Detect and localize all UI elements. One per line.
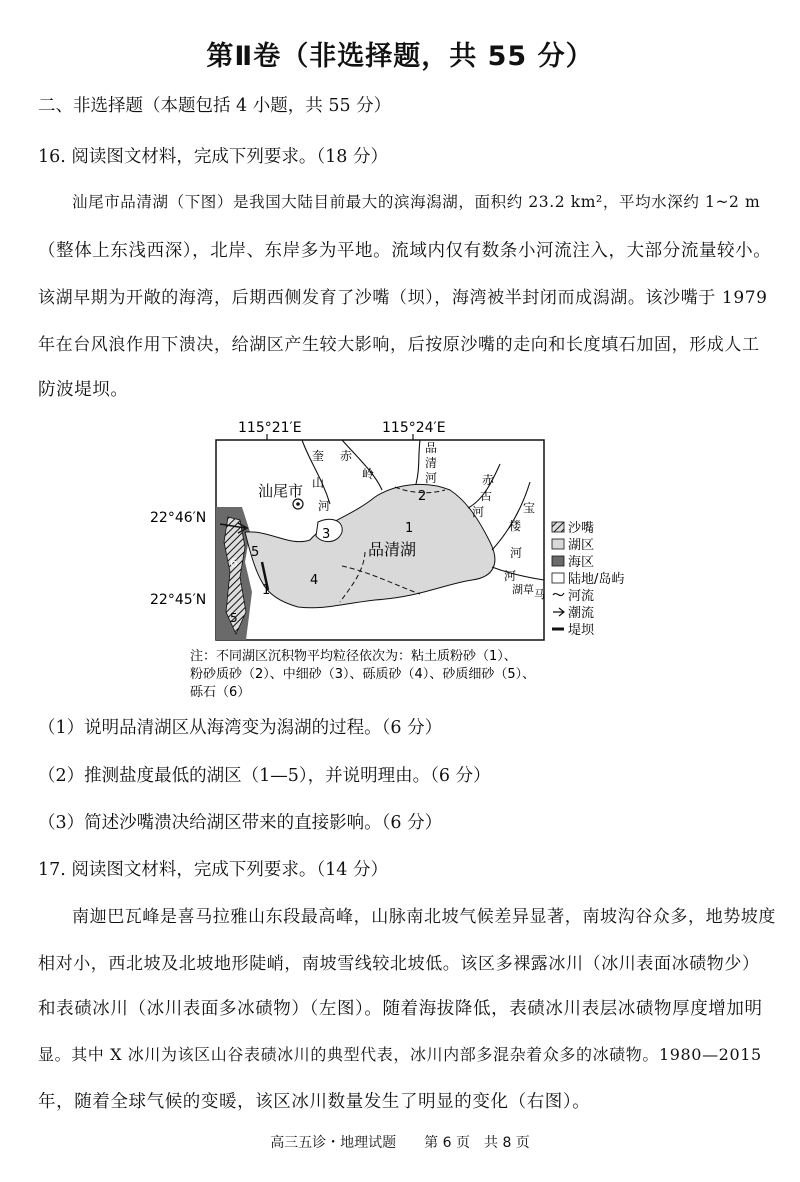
legend-label: 河流 — [568, 589, 595, 604]
map-note-line: 注：不同湖区沉积物平均粒径依次为：粘土质粉砂（1）、 — [190, 649, 517, 664]
river-char: 赤 — [482, 473, 495, 487]
q16-subquestion: （1）说明品清湖区从海湾变为潟湖的过程。（6 分） — [38, 718, 443, 738]
river-char: 河 — [425, 471, 438, 485]
q16-subquestion: （3）简述沙嘴溃决给湖区带来的直接影响。（6 分） — [38, 813, 443, 833]
zone-label: 1 — [405, 521, 414, 536]
city-label: 汕尾市 — [258, 482, 304, 500]
river-char: 河 — [504, 569, 517, 583]
river-char: 赤 — [340, 449, 353, 463]
river-char: 湖草 — [512, 583, 534, 596]
legend-label: 陆地/岛屿 — [568, 572, 625, 587]
page-title: 第Ⅱ卷（非选择题，共 55 分） — [206, 41, 594, 72]
legend-label: 沙嘴 — [568, 521, 595, 536]
page-footer: 高三五诊・地理试题 第 6 页 共 8 页 — [270, 1135, 530, 1151]
river-char: 马 — [534, 588, 545, 601]
river-char: 清 — [425, 456, 438, 470]
zone-label: 5 — [230, 611, 238, 625]
lat-top-label: 22°46′N — [150, 510, 207, 526]
map-note-line: 粉砂质砂（2）、中细砂（3）、砾质砂（4）、砂质细砂（5）、 — [190, 667, 536, 682]
lon-left-label: 115°21′E — [238, 420, 302, 436]
legend-label: 堤坝 — [568, 623, 595, 638]
q17-para-line: 和表碛冰川（冰川表面多冰碛物）（左图）。随着海拔降低，表碛冰川表层冰碛物厚度增加明 — [38, 999, 763, 1019]
river-char: 河 — [318, 499, 331, 513]
q17-para-line: 年，随着全球气候的变暖，该区冰川数量发生了明显的变化（右图）。 — [38, 1092, 591, 1112]
zone-label: 4 — [310, 573, 319, 588]
river-char: 宝 — [523, 501, 536, 515]
river-char: 河 — [472, 505, 485, 519]
legend-label: 潮流 — [568, 606, 595, 621]
q16-para-line: 该湖早期为开敞的海湾，后期西侧发育了沙嘴（坝），海湾被半封闭而成潟湖。该沙嘴于 1979 — [38, 288, 768, 308]
zone-label: 6 — [230, 556, 238, 570]
map-legend — [552, 520, 624, 638]
q16-para-line: 汕尾市品清湖（下图）是我国大陆目前最大的滨海潟湖，面积约 23.2 km²，平均水深约 1~2 m — [72, 193, 761, 211]
map-note-line: 砾石（6） — [190, 685, 251, 700]
lon-right-label: 115°24′E — [382, 420, 446, 436]
zone-label: 1 — [262, 583, 271, 598]
pinqing-lake-map — [150, 412, 640, 702]
river-char: 品 — [425, 441, 438, 455]
river-char: 岭 — [362, 467, 375, 481]
q16-para-line: （整体上东浅西深），北岸、东岸多为平地。流域内仅有数条小河流注入，大部分流量较小。 — [38, 241, 772, 261]
q16-subquestion: （2）推测盐度最低的湖区（1—5），并说明理由。（6 分） — [38, 766, 491, 786]
zone-label: 5 — [251, 545, 260, 560]
river-char: 河 — [510, 546, 523, 560]
q16-para-line: 防波堤坝。 — [38, 380, 129, 400]
q16-para-line: 年在台风浪作用下溃决，给湖区产生较大影响，后按原沙嘴的走向和长度填石加固，形成人工 — [38, 335, 760, 355]
river-char: 奎 — [312, 449, 325, 463]
q17-stem: 17. 阅读图文材料，完成下列要求。（14 分） — [38, 860, 388, 880]
q17-para-line: 相对小，西北坡及北坡地形陡峭，南坡雪线较北坡低。该区多裸露冰川（冰川表面冰碛物少） — [38, 954, 760, 974]
legend-label: 湖区 — [568, 538, 595, 553]
section-heading: 二、非选择题（本题包括 4 小题，共 55 分） — [38, 96, 392, 116]
river-char: 山 — [312, 476, 325, 490]
q17-para-line: 南迦巴瓦峰是喜马拉雅山东段最高峰，山脉南北坡气候差异显著，南坡沟谷众多，地势坡度 — [72, 907, 776, 927]
q16-stem: 16. 阅读图文材料，完成下列要求。（18 分） — [38, 147, 388, 167]
river-char: 楼 — [509, 519, 522, 533]
lake-name-label: 品清湖 — [368, 540, 417, 559]
lat-bottom-label: 22°45′N — [150, 592, 207, 608]
zone-label: 2 — [418, 489, 427, 504]
zone-label: 3 — [322, 527, 331, 542]
legend-label: 海区 — [568, 555, 595, 570]
q17-para-line: 显。其中 X 冰川为该区山谷表碛冰川的典型代表，冰川内部多混杂着众多的冰碛物。1980—2015 — [38, 1045, 762, 1064]
river-char: 古 — [480, 489, 493, 503]
